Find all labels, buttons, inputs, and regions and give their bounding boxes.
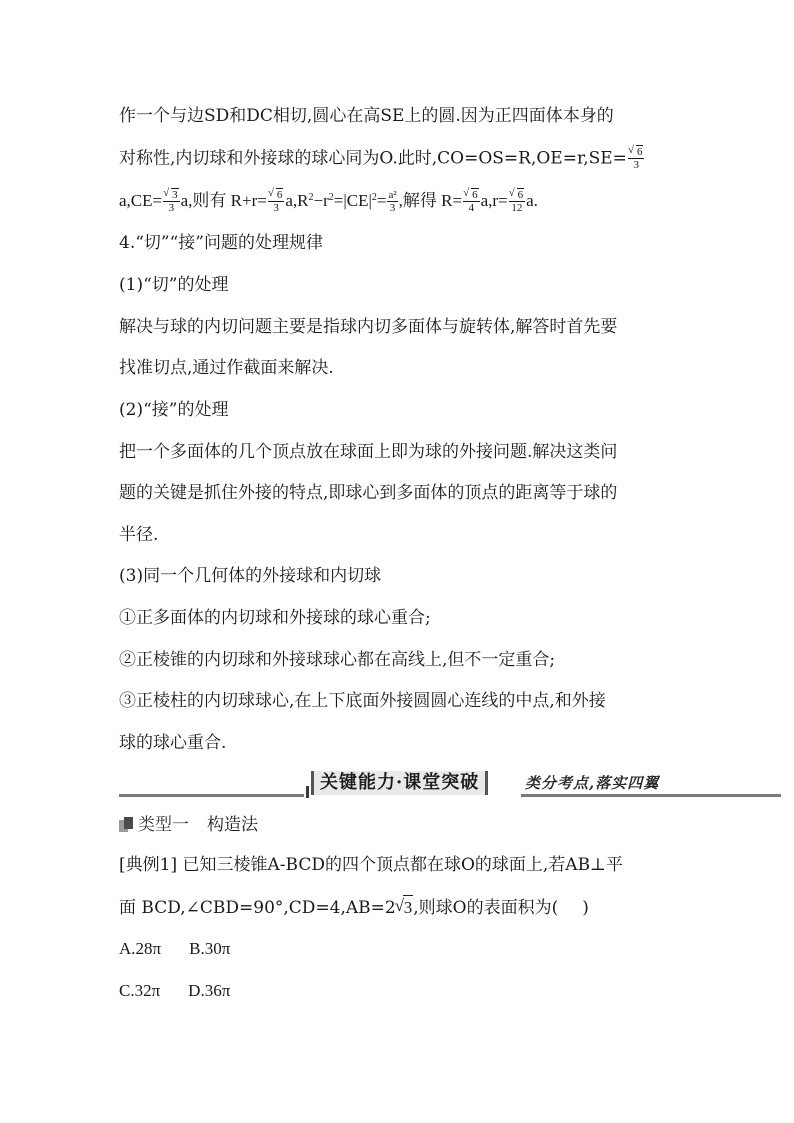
radicand: 3 [403,895,414,920]
section-title: 关键能力·课堂突破 [311,771,488,795]
radicand: 3 [172,189,178,202]
denominator: 3 [273,202,279,215]
example-line-2 [119,895,689,920]
category-block-icon [119,817,133,832]
text-segment: a,CE= [119,191,163,210]
list-item-3: ③正棱柱的内切球球心,在上下底面外接圆圆心连线的中点,和外接 [119,691,606,711]
list-item-1: ①正多面体的内切球和外接球的球心重合; [119,608,431,628]
heading-rule-4: 4.“切”“接”问题的处理规律 [119,233,323,253]
superscript: 2 [328,192,334,203]
fraction-sqrt6-over-3 [268,188,285,214]
option-b: B.30π [189,939,231,958]
list-item-3-cont: 球的球心重合. [119,733,227,753]
numerator: a² [388,188,397,201]
list-item-2: ②正棱锥的内切球和外接球球心都在高线上,但不一定重合; [119,650,556,670]
text-line-7: 找准切点,通过作截面来解决. [119,358,334,378]
subheading-same-solid: (3)同一个几何体的外接球和内切球 [119,566,382,586]
text-segment: 面 BCD,∠CBD=90°,CD=4,AB=2 [119,898,396,918]
text-segment: = [376,191,387,210]
fraction-a-squared-over-3 [387,189,397,214]
banner-marker [306,786,309,798]
radicand: 6 [636,146,643,158]
option-d: D.36π [188,981,231,1000]
text-line-6: 解决与球的内切问题主要是指球内切多面体与旋转体,解答时首先要 [119,317,618,337]
radicand: 6 [472,189,478,202]
superscript: 2 [371,192,377,203]
text-line-3 [119,186,689,215]
denominator: 12 [511,202,523,215]
text-segment: ) [582,898,589,918]
fraction-sqrt6-over-3 [628,145,645,171]
text-segment: a,则有 R+r= [180,191,267,210]
example-line-1: [典例1] 已知三棱锥A-BCD的四个顶点都在球O的球面上,若AB⊥平 [119,855,624,875]
denominator: 3 [633,159,639,171]
text-line-9: 把一个多面体的几个顶点放在球面上即为球的外接问题.解决这类问 [119,442,618,462]
banner-rule-left [119,794,304,797]
denominator: 4 [468,202,475,215]
radicand: 6 [276,189,283,202]
text-segment: a. [526,191,538,210]
fraction-sqrt6-over-4 [463,188,480,214]
text-line-2-content: 对称性,内切球和外接球的球心同为O.此时,CO=OS=R,OE=r,SE= [119,148,627,169]
text-line-1: 作一个与边SD和DC相切,圆心在高SE上的圆.因为正四面体本身的 [119,106,614,126]
section-subtitle: 类分考点,落实四翼 [525,774,660,792]
text-segment: −r [313,191,329,210]
denominator: 3 [168,202,175,215]
type-name: 构造法 [207,815,258,835]
fraction-sqrt6-over-12 [509,188,526,214]
text-segment: ,解得 R= [398,191,463,210]
text-line-11: 半径. [119,525,159,545]
banner-rule-right [521,794,781,797]
text-line-2 [119,146,689,172]
text-segment: a,r= [480,191,508,210]
fraction-sqrt3-over-3 [163,188,180,214]
section-banner [119,774,781,798]
subheading-cut: (1)“切”的处理 [119,275,229,295]
sqrt-3 [396,895,414,920]
text-segment: a,R [285,191,309,210]
options-row-2 [119,979,689,1003]
text-line-10: 题的关键是抓住外接的特点,即球心到多面体的顶点的距离等于球的 [119,483,618,503]
type-heading [119,813,258,837]
radicand: 6 [517,189,524,202]
subheading-connect: (2)“接”的处理 [119,400,229,420]
superscript: 2 [308,192,314,203]
option-a: A.28π [119,939,162,958]
text-segment: =|CE| [333,191,372,210]
text-segment: ,则球O的表面积为( [413,898,559,918]
denominator: 3 [389,201,396,214]
options-row-1 [119,937,689,961]
type-label: 类型一 [138,815,189,835]
option-c: C.32π [119,981,161,1000]
